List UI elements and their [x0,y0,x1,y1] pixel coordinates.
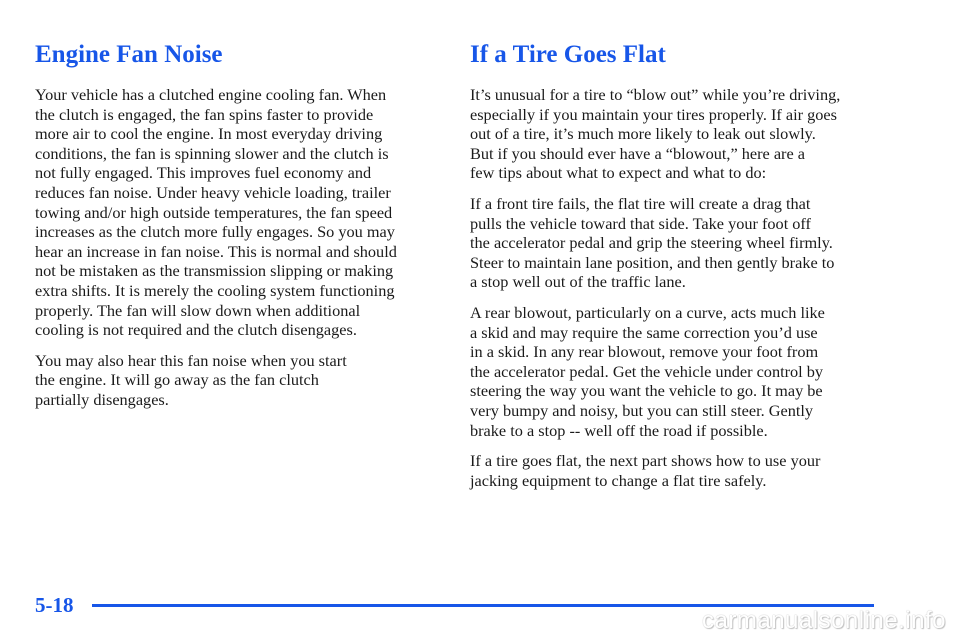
text-line: conditions, the fan is spinning slower and the clutch is [35,143,389,163]
text-line: If a front tire fails, the flat tire will create a drag that [470,193,811,213]
text-line: But if you should ever have a “blowout,” here are a [470,143,805,163]
text-line: cooling is not required and the clutch disengages. [35,320,357,340]
paragraph [470,451,880,490]
text-line: a skid and may require the same correction you’d use [470,322,818,342]
text-line: the engine. It will go away as the fan clutch [35,370,319,390]
text-line: jacking equipment to change a flat tire safely. [470,470,767,490]
text-line: partially disengages. [35,389,169,409]
text-line: It’s unusual for a tire to “blow out” while you’re driving, [470,85,841,104]
text-line: especially if you maintain your tires properly. If air goes [470,104,837,124]
text-line: properly. The fan will slow down when additional [35,300,361,320]
text-line: very bumpy and noisy, but you can still steer. Gently [470,400,814,420]
text-line: a stop well out of the traffic lane. [470,272,686,292]
text-line: the accelerator pedal. Get the vehicle under control by [470,361,824,381]
text-line: steering the way you want the vehicle to go. It may be [470,381,823,401]
paragraph [470,194,880,292]
text-line: If a tire goes flat, the next part shows how to use your [470,451,821,471]
text-line: towing and/or high outside temperatures, the fan speed [35,202,393,222]
text-line: A rear blowout, particularly on a curve, acts much like [470,302,825,322]
text-line: more air to cool the engine. In most everyday driving [35,124,383,144]
text-line: extra shifts. It is merely the cooling system functioning [35,280,395,300]
section-heading-if-a-tire-goes-flat: If a Tire Goes Flat [470,41,666,68]
text-line: not be mistaken as the transmission slipping or making [35,261,394,281]
text-line: few tips about what to expect and what to do: [470,163,767,183]
text-line: brake to a stop -- well off the road if possible. [470,420,768,440]
right-column [470,40,880,501]
text-line: pulls the vehicle toward that side. Take your foot off [470,213,811,233]
text-line: You may also hear this fan noise when you start [35,350,347,370]
text-line: the accelerator pedal and grip the steering wheel firmly. [470,233,833,253]
text-line: Steer to maintain lane position, and then gently brake to [470,252,835,272]
paragraph [470,85,880,183]
paragraph [35,351,435,410]
text-line: not fully engaged. This improves fuel economy and [35,163,372,183]
watermark: carmanualsonline.info [702,607,946,634]
text-line: in a skid. In any rear blowout, remove your foot from [470,342,819,362]
paragraph [35,85,435,340]
text-line: reduces fan noise. Under heavy vehicle loading, trailer [35,182,391,202]
paragraph [470,303,880,440]
left-column [35,40,435,421]
text-line: out of a tire, it’s much more likely to leak out slowly. [470,124,816,144]
section-heading-engine-fan-noise: Engine Fan Noise [35,41,223,68]
text-line: Your vehicle has a clutched engine cooling fan. When [35,85,387,104]
text-line: hear an increase in fan noise. This is normal and should [35,241,397,261]
text-line: the clutch is engaged, the fan spins faster to provide [35,104,374,124]
text-line: increases as the clutch more fully engages. So you may [35,222,395,242]
page-number: 5-18 [35,593,74,617]
